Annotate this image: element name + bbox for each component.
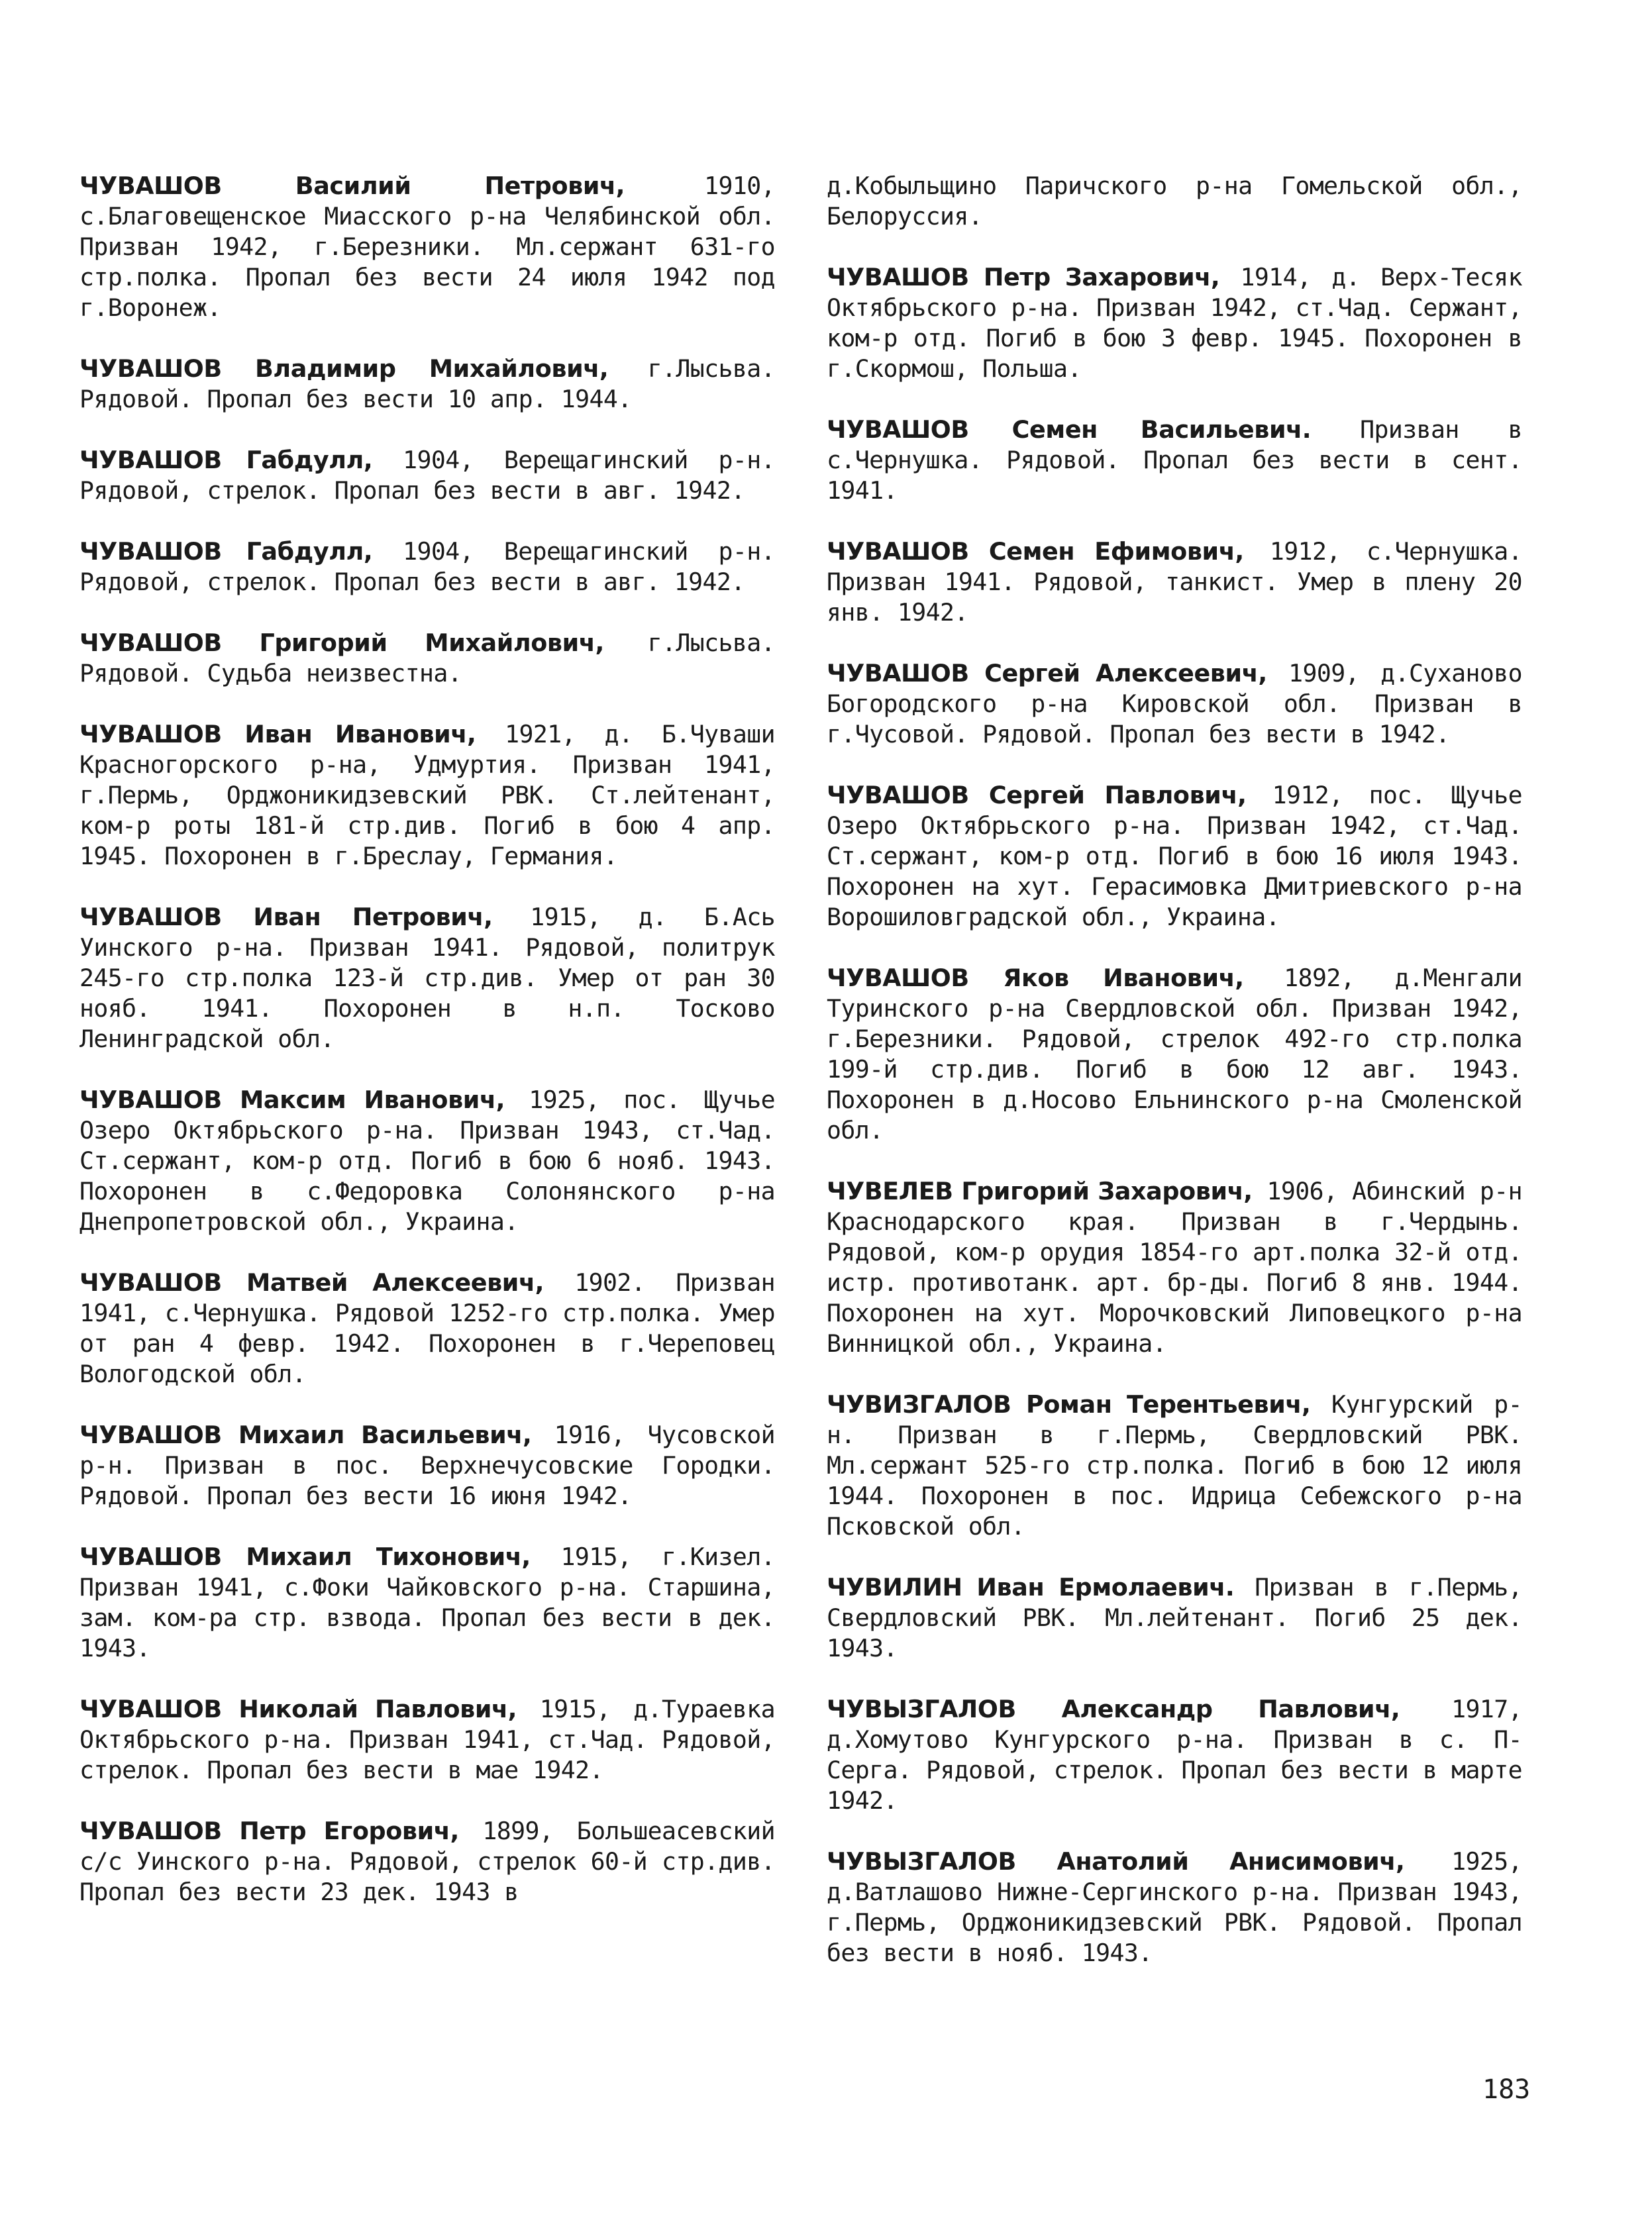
entry-text: д.Кобыльщино Паричского р-на Гомельской обл., Белоруссия. bbox=[827, 172, 1522, 230]
entry-name: ЧУВАШОВ Габдулл, bbox=[79, 446, 373, 474]
entry-name: ЧУВАШОВ Иван Иванович, bbox=[79, 720, 476, 748]
entry bbox=[827, 963, 1522, 1146]
entry-text: 1904, Верещагинский р-н. Рядовой, стрелок. Пропал без вести в авг. 1942. bbox=[79, 446, 775, 505]
entry-name: ЧУВАШОВ Петр Захарович, bbox=[827, 263, 1220, 291]
entry-text: 1902. Призван 1941, с.Чернушка. Рядовой 1252-го стр.полка. Умер от ран 4 февр. 1942. Похоронен в г.Череповец Вологодской обл. bbox=[79, 1268, 776, 1388]
entry-text: 1915, д.Тураевка Октябрьского р-на. Призван 1941, ст.Чад. Рядовой, стрелок. Пропал без вести в мае 1942. bbox=[79, 1695, 776, 1784]
entry-name: ЧУВАШОВ Семен Васильевич. bbox=[827, 415, 1312, 444]
entry-name: ЧУВЫЗГАЛОВ Анатолий Анисимович, bbox=[827, 1847, 1405, 1876]
entry-name: ЧУВИЛИН Иван Ермолаевич. bbox=[827, 1573, 1235, 1601]
entry-text: 1910, с.Благовещенское Миасского р-на Челябинской обл. Призван 1942, г.Березники. Мл.сержант 631-го стр.полка. Пропал без вести 24 июля 1942 под г.Воронеж. bbox=[79, 172, 775, 322]
entry bbox=[827, 1176, 1522, 1359]
entry bbox=[79, 628, 775, 689]
entry bbox=[827, 1390, 1522, 1542]
entry-name: ЧУВАШОВ Петр Егорович, bbox=[79, 1817, 459, 1845]
entry-text: 1892, д.Менгали Туринского р-на Свердловской обл. Призван 1942, г.Березники. Рядовой, стрелок 492-го стр.полка 199-й стр.див. Погиб в бою 12 авг. 1943. Похоронен в д.Носово Ельнинского р-на Смоленской обл. bbox=[827, 964, 1523, 1144]
entry-name: ЧУВАШОВ Яков Иванович, bbox=[827, 964, 1244, 992]
entry bbox=[827, 1847, 1522, 1968]
entry-text: 1915, д. Б.Ась Уинского р-на. Призван 1941. Рядовой, политрук 245-го стр.полка 123-й стр.див. Умер от ран 30 нояб. 1941. Похоронен в н.п. Тосково Ленинградской обл. bbox=[79, 903, 776, 1053]
entry bbox=[79, 1420, 775, 1511]
entry-text: 1914, д. Верх-Тесяк Октябрьского р-на. Призван 1942, ст.Чад. Сержант, ком-р отд. Погиб в бою 3 февр. 1945. Похоронен в г.Скормош, Польша. bbox=[827, 263, 1522, 383]
entry-text: 1916, Чусовской р-н. Призван в пос. Верхнечусовские Городки. Рядовой. Пропал без вести 16 июня 1942. bbox=[79, 1421, 775, 1510]
entry-name: ЧУВЕЛЕВ Григорий Захарович, bbox=[827, 1177, 1253, 1205]
entry-name: ЧУВАШОВ Семен Ефимович, bbox=[827, 537, 1244, 566]
entry bbox=[827, 1694, 1522, 1816]
entry bbox=[79, 354, 775, 415]
left-column bbox=[79, 171, 775, 1938]
entry-text: 1912, пос. Щучье Озеро Октябрьского р-на. Призван 1942, ст.Чад. Ст.сержант, ком-р отд. Погиб в бою 16 июля 1943. Похоронен на хут. Герасимовка Дмитриевского р-на Ворошиловградской обл., Украина. bbox=[827, 781, 1523, 931]
entry-name: ЧУВАШОВ Габдулл, bbox=[79, 537, 373, 566]
entry-text: 1921, д. Б.Чуваши Красногорского р-на, Удмуртия. Призван 1941, г.Пермь, Орджоникидзевский РВК. Ст.лейтенант, ком-р роты 181-й стр.див. Погиб в бою 4 апр. 1945. Похоронен в г.Бреслау, Германия. bbox=[79, 720, 775, 870]
entry-text: 1925, д.Ватлашово Нижне-Сергинского р-на. Призван 1943, г.Пермь, Орджоникидзевский РВК. Рядовой. Пропал без вести в нояб. 1943. bbox=[827, 1847, 1522, 1967]
entry-text: 1899, Большеасевский с/с Уинского р-на. Рядовой, стрелок 60-й стр.див. Пропал без вести 23 дек. 1943 в bbox=[79, 1817, 776, 1906]
entry bbox=[827, 780, 1522, 933]
entry-text: г.Лысьва. Рядовой. Пропал без вести 10 апр. 1944. bbox=[79, 354, 776, 413]
entry-continuation bbox=[827, 171, 1522, 232]
entry-text: Призван в г.Пермь, Свердловский РВК. Мл.лейтенант. Погиб 25 дек. 1943. bbox=[827, 1573, 1523, 1662]
entry bbox=[79, 902, 775, 1054]
entry bbox=[79, 719, 775, 872]
entry-name: ЧУВАШОВ Сергей Павлович, bbox=[827, 781, 1247, 809]
entry-name: ЧУВАШОВ Владимир Михайлович, bbox=[79, 354, 609, 383]
entry-name: ЧУВАШОВ Николай Павлович, bbox=[79, 1695, 517, 1723]
entry bbox=[79, 1816, 775, 1907]
entry-text: 1917, д.Хомутово Кунгурского р-на. Призван в с. П-Серга. Рядовой, стрелок. Пропал без вести в марте 1942. bbox=[827, 1695, 1522, 1815]
right-column bbox=[827, 171, 1522, 1999]
entry bbox=[79, 1542, 775, 1664]
entry bbox=[79, 1085, 775, 1237]
entry bbox=[827, 262, 1522, 384]
entry-name: ЧУВАШОВ Михаил Тихонович, bbox=[79, 1543, 531, 1571]
entry-name: ЧУВАШОВ Григорий Михайлович, bbox=[79, 629, 604, 657]
entry bbox=[827, 536, 1522, 628]
entry-text: 1912, с.Чернушка. Призван 1941. Рядовой, танкист. Умер в плену 20 янв. 1942. bbox=[827, 537, 1522, 627]
entry bbox=[79, 536, 775, 597]
entry bbox=[79, 1268, 775, 1390]
entry-name: ЧУВАШОВ Сергей Алексеевич, bbox=[827, 659, 1267, 687]
entry bbox=[827, 1572, 1522, 1664]
entry-name: ЧУВИЗГАЛОВ Роман Терентьевич, bbox=[827, 1390, 1311, 1419]
entry bbox=[79, 445, 775, 506]
entry-text: 1925, пос. Щучье Озеро Октябрьского р-на. Призван 1943, ст.Чад. Ст.сержант, ком-р отд. Погиб в бою 6 нояб. 1943. Похоронен в с.Федоровка Солонянского р-на Днепропетровской обл., Украина. bbox=[79, 1086, 775, 1236]
entry-text: 1906, Абинский р-н Краснодарского края. Призван в г.Чердынь. Рядовой, ком-р орудия 1854-го арт.полка 32-й отд. истр. противотанк. арт. бр-ды. Погиб 8 янв. 1944. Похоронен на хут. Морочковский Липовецкого р-на Винницкой обл., Украина. bbox=[827, 1177, 1522, 1358]
entry-name: ЧУВАШОВ Василий Петрович, bbox=[79, 172, 625, 200]
entry-text: 1904, Верещагинский р-н. Рядовой, стрелок. Пропал без вести в авг. 1942. bbox=[79, 537, 775, 596]
page-number: 183 bbox=[1482, 2074, 1531, 2105]
entry-text: Кунгурский р-н. Призван в г.Пермь, Свердловский РВК. Мл.сержант 525-го стр.полка. Погиб в бою 12 июля 1944. Похоронен в пос. Идрица Себежского р-на Псковской обл. bbox=[827, 1390, 1523, 1541]
entry-name: ЧУВЫЗГАЛОВ Александр Павлович, bbox=[827, 1695, 1400, 1723]
entry-text: г.Лысьва. Рядовой. Судьба неизвестна. bbox=[79, 629, 776, 687]
entry bbox=[827, 415, 1522, 506]
entry-text: 1915, г.Кизел. Призван 1941, с.Фоки Чайковского р-на. Старшина, зам. ком-ра стр. взвода. Пропал без вести в дек. 1943. bbox=[79, 1543, 776, 1662]
entry-name: ЧУВАШОВ Иван Петрович, bbox=[79, 903, 493, 931]
entry-text: Призван в с.Чернушка. Рядовой. Пропал без вести в сент. 1941. bbox=[827, 415, 1522, 505]
entry bbox=[827, 658, 1522, 750]
entry-name: ЧУВАШОВ Матвей Алексеевич, bbox=[79, 1268, 544, 1297]
entry-text: 1909, д.Суханово Богородского р-на Кировской обл. Призван в г.Чусовой. Рядовой. Пропал без вести в 1942. bbox=[827, 659, 1523, 748]
entry-name: ЧУВАШОВ Михаил Васильевич, bbox=[79, 1421, 532, 1449]
entry-name: ЧУВАШОВ Максим Иванович, bbox=[79, 1086, 505, 1114]
entry bbox=[79, 1694, 775, 1786]
entry bbox=[79, 171, 775, 323]
